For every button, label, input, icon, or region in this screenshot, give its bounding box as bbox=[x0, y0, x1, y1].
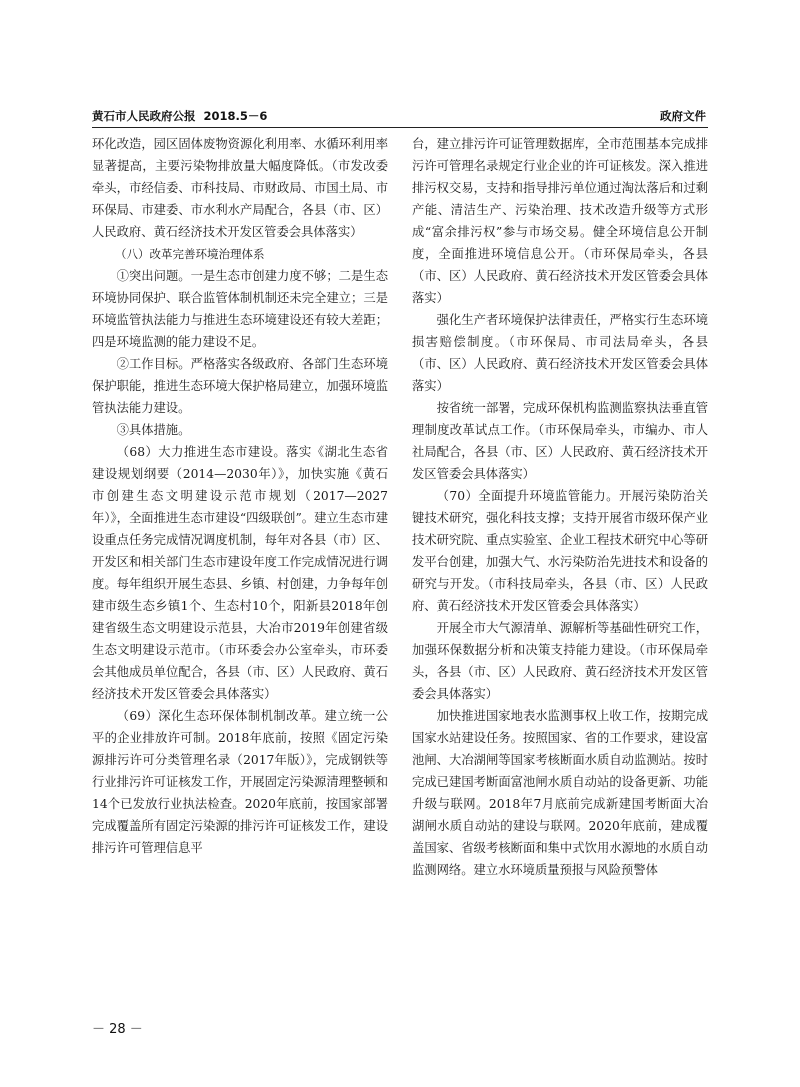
section-label: 政府文件 bbox=[660, 109, 706, 123]
paragraph: 加快推进国家地表水监测事权上收工作，按期完成国家水站建设任务。按照国家、省的工作要求，建设富池闸、大冶湖闸等国家考核断面水质自动监测站。按时完成已建国考断面富池闸水质自动站的设备更新、功能升级与联网。2018年7月底前完成新建国考断面大冶湖闸水质自动站的建设与联网。2020年底前，建成覆盖国家、省级考核断面和集中式饮用水源地的水质自动监测网络。建立水环境质量预报与风险预警体 bbox=[412, 709, 708, 877]
paragraph: 强化生产者环境保护法律责任，严格实行生态环境损害赔偿制度。（市环保局、市司法局牵头，各县（市、区）人民政府、黄石经济技术开发区管委会具体落实） bbox=[412, 313, 708, 393]
paragraph: ①突出问题。一是生态市创建力度不够；二是生态环境协同保护、联合监管体制机制还未完全建立；三是环境监管执法能力与推进生态环境建设还有较大差距；四是环境监测的能力建设不足。 bbox=[92, 269, 388, 349]
paragraph: 环化改造，园区固体废物资源化利用率、水循环利用率显著提高，主要污染物排放量大幅度降低。（市发改委牵头，市经信委、市科技局、市财政局、市国土局、市环保局、市建委、市水利水产局配合，各县（市、区）人民政府、黄石经济技术开发区管委会具体落实） bbox=[92, 137, 388, 239]
paragraph: 开展全市大气源清单、源解析等基础性研究工作，加强环保数据分析和决策支持能力建设。（市环保局牵头，各县（市、区）人民政府、黄石经济技术开发区管委会具体落实） bbox=[412, 621, 708, 701]
publication-title bbox=[92, 108, 267, 124]
paragraph: （69）深化生态环保体制机制改革。建立统一公平的企业排放许可制。2018年底前，按照《固定污染源排污许可分类管理名录（2017年版）》，完成钢铁等行业排污许可证核发工作，开展固定污染源清理整顿和14个已发放行业执法检查。2020年底前，按国家部署完成覆盖所有固定污染源的排污许可证核发工作，建设排污许可管理信息平 bbox=[92, 709, 388, 855]
paragraph: （68）大力推进生态市建设。落实《湖北生态省建设规划纲要（2014—2030年）》，加快实施《黄石市创建生态文明建设示范市规划（2017—2027年）》，全面推进生态市建设“四级联创”。建立生态市建设重点任务完成情况调度机制，每年对各县（市）区、开发区和相关部门生态市建设年度工作完成情况进行调度。每年组织开展生态县、乡镇、村创建，力争每年创建市级生态乡镇1个、生态村10个，阳新县2018年创建省级生态文明建设示范县，大冶市2019年创建省级生态文明建设示范市。（市环委会办公室牵头，市环委会其他成员单位配合，各县（市、区）人民政府、黄石经济技术开发区管委会具体落实） bbox=[92, 445, 388, 701]
paragraph: 台，建立排污许可证管理数据库，全市范围基本完成排污许可管理名录规定行业企业的许可证核发。深入推进排污权交易，支持和指导排污单位通过淘汰落后和过剩产能、清洁生产、污染治理、技术改造升级等方式形成“富余排污权”参与市场交易。健全环境信息公开制度，全面推进环境信息公开。（市环保局牵头，各县（市、区）人民政府、黄石经济技术开发区管委会具体落实） bbox=[412, 137, 708, 305]
header-rule bbox=[92, 127, 708, 128]
paragraph: ②工作目标。严格落实各级政府、各部门生态环境保护职能，推进生态环境大保护格局建立，加强环境监管执法能力建设。 bbox=[92, 357, 388, 415]
page-number: － 28 － bbox=[92, 1022, 143, 1037]
section-heading: （八）改革完善环境治理体系 bbox=[115, 247, 265, 261]
paragraph: ③具体措施。 bbox=[116, 423, 191, 437]
issue-number: 2018.5－6 bbox=[203, 109, 268, 123]
paragraph: （70）全面提升环境监管能力。开展污染防治关键技术研究，强化科技支撑；支持开展省市级环保产业技术研究院、重点实验室、企业工程技术研究中心等研发平台创建，加强大气、水污染防治先进技术和设备的研究与开发。（市科技局牵头，各县（市、区）人民政府、黄石经济技术开发区管委会具体落实） bbox=[412, 489, 708, 613]
right-column bbox=[412, 133, 708, 1003]
paragraph: 按省统一部署，完成环保机构监测监察执法垂直管理制度改革试点工作。（市环保局牵头，市编办、市人社局配合，各县（市、区）人民政府、黄石经济技术开发区管委会具体落实） bbox=[412, 401, 708, 481]
left-column bbox=[92, 133, 388, 1003]
running-header bbox=[92, 108, 708, 124]
publication-name: 黄石市人民政府公报 bbox=[92, 109, 196, 123]
